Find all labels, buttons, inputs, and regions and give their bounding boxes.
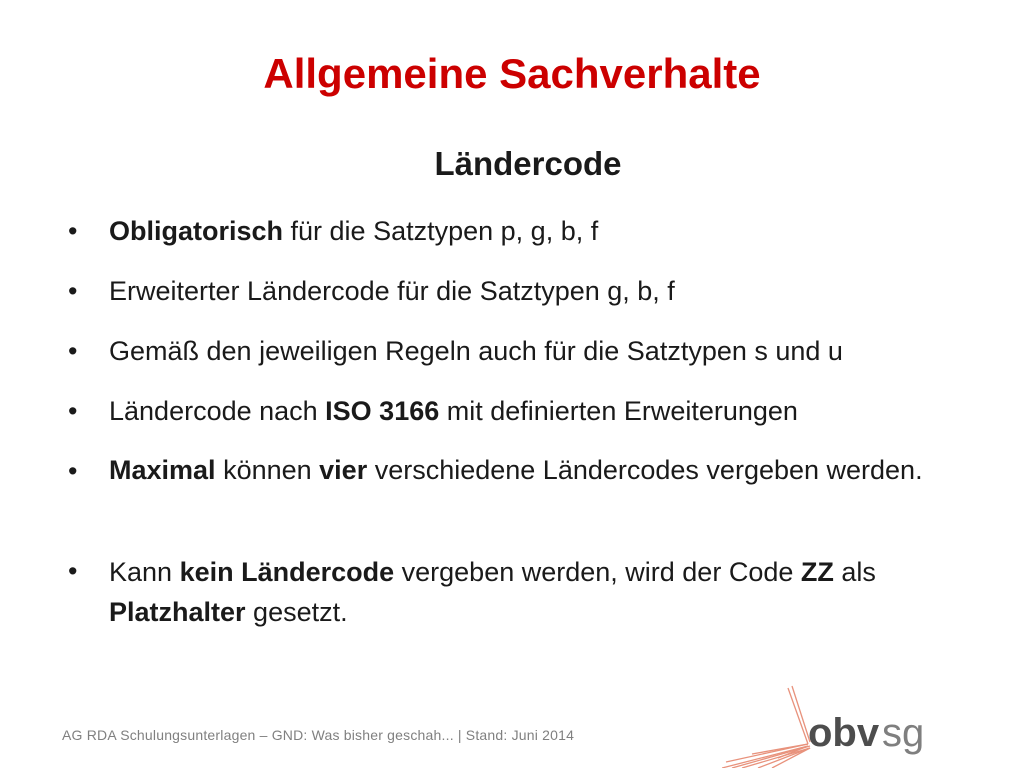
bullet-text-run: gesetzt. [245,597,348,627]
bullet-dot: • [68,216,78,246]
footer-text: AG RDA Schulungsunterlagen – GND: Was bisher geschah... | Stand: Juni 2014 [62,727,575,743]
obv-sg-logo [722,684,932,768]
bullet-text-run: können [215,455,320,485]
bullet-text-run: vergeben werden, wird der Code [394,557,801,587]
slide-subtitle: Ländercode [434,145,622,182]
logo-rays-icon [722,686,810,768]
bullet-text [109,216,979,247]
bullet-text-bold: Platzhalter [109,597,246,627]
bullet-text [109,396,979,427]
bullet-text-run: Gemäß den jeweiligen Regeln auch für die Satztypen s und u [109,336,843,366]
bullet-text-run: Erweiterter Ländercode für die Satztypen g, b, f [109,276,675,306]
bullet-text [109,276,979,307]
bullet-text-bold: Obligatorisch [109,216,284,246]
bullet-text-run: Kann [109,557,180,587]
bullet-text [109,336,979,367]
bullet-text-run: Ländercode nach [109,396,326,426]
bullet-dot: • [68,396,78,426]
bullet-text-run: verschiedene Ländercodes vergeben werden. [367,455,923,485]
bullet-dot: • [68,456,78,486]
bullet-dot: • [68,556,78,586]
bullet-dot: • [68,336,78,366]
bullet-text-run: mit definierten Erweiterungen [439,396,798,426]
bullet-dot: • [68,276,78,306]
logo-obv: obv [808,711,880,755]
bullet-text-run: für die Satztypen p, g, b, f [283,216,599,246]
bullet-text [109,456,949,485]
bullet-text [109,552,969,632]
bullet-text-bold: ZZ [800,557,834,587]
bullet-text-bold: kein Ländercode [179,557,395,587]
logo-sg: sg [882,711,925,755]
slide-title: Allgemeine Sachverhalte [263,50,761,97]
bullet-text-run: als [833,557,876,587]
bullet-text-bold: vier [319,455,368,485]
bullet-text-bold: ISO 3166 [325,396,440,426]
bullet-text-bold: Maximal [109,455,216,485]
